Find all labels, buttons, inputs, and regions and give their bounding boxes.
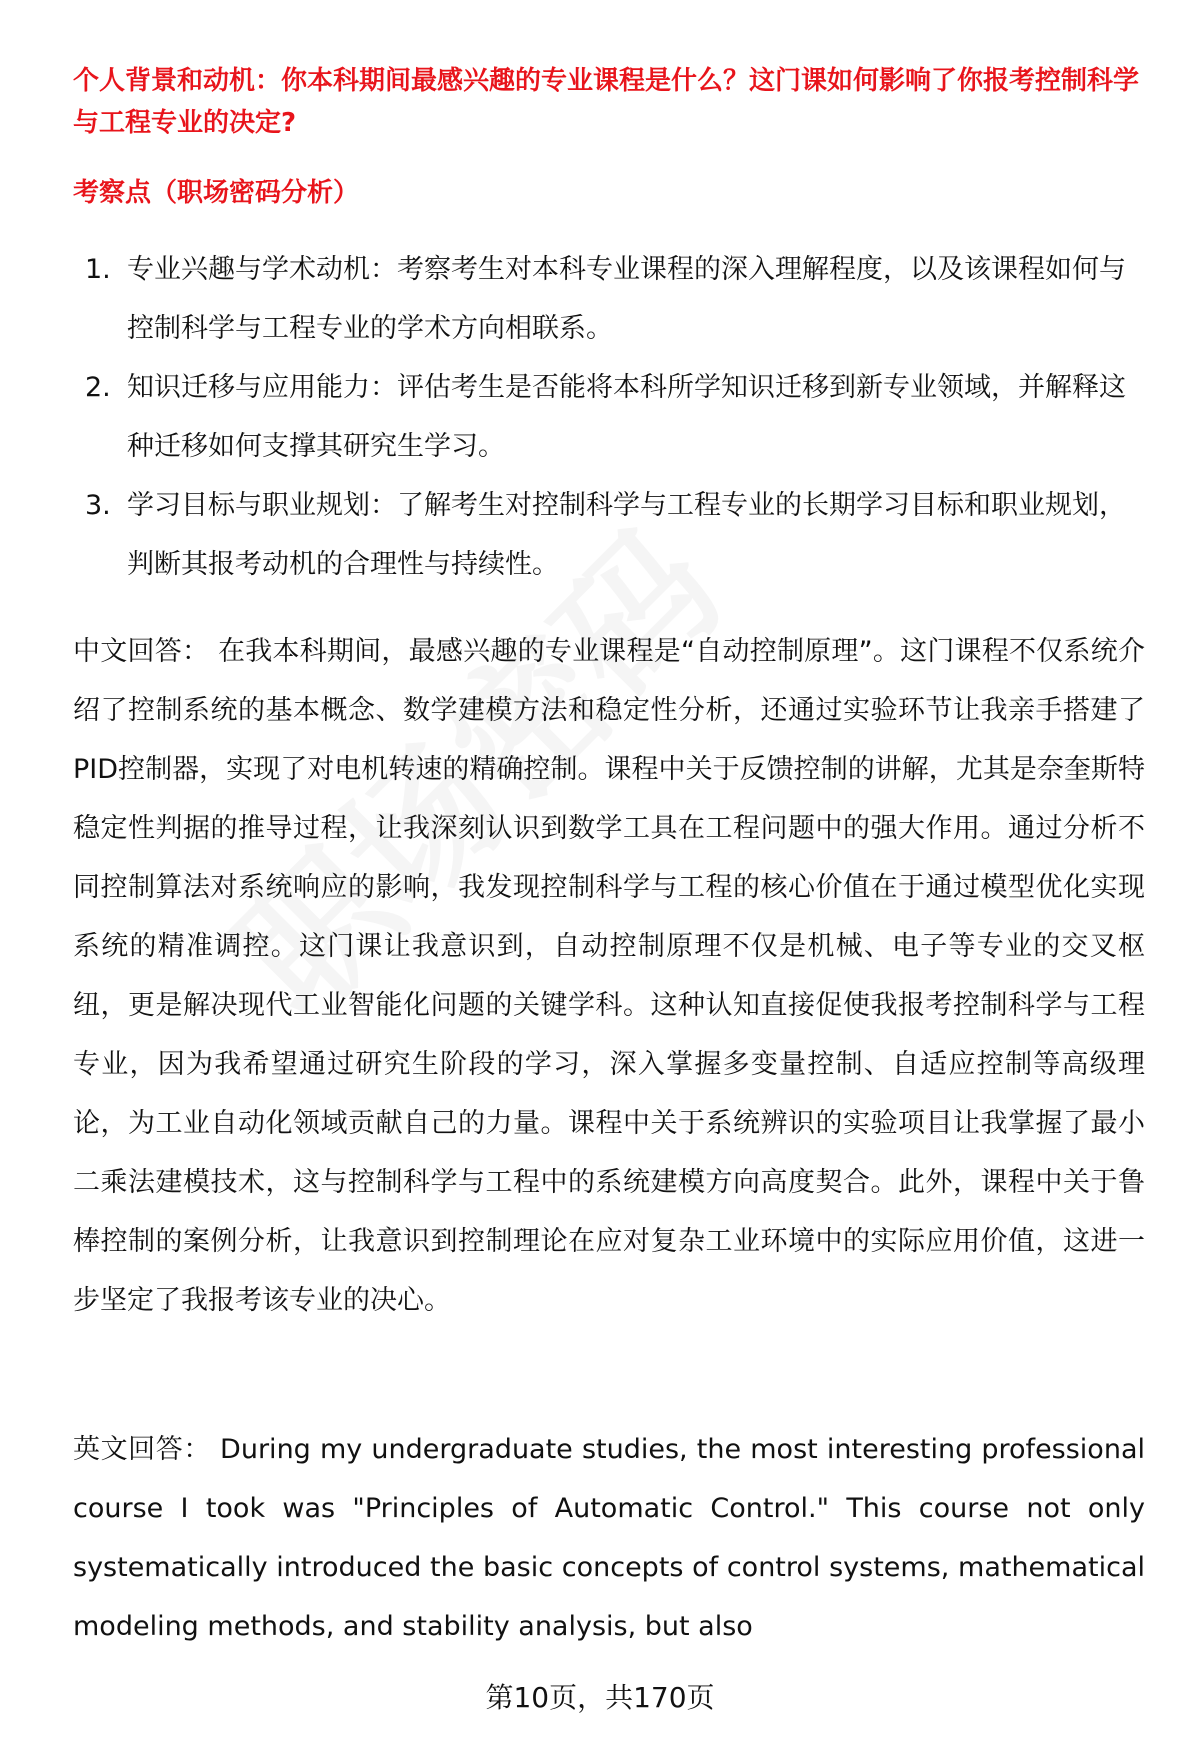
focus-heading: 考察点（职场密码分析） (73, 178, 360, 208)
list-item (73, 476, 1143, 594)
focus-points-list (73, 240, 1143, 594)
list-item (73, 358, 1143, 476)
list-number: 1. (85, 254, 111, 285)
list-text: 知识迁移与应用能力：评估考生是否能将本科所学知识迁移到新专业领域，并解释这种迁移如何支撑其研究生学习。 (127, 372, 1126, 462)
list-text: 学习目标与职业规划：了解考生对控制科学与工程专业的长期学习目标和职业规划，判断其报考动机的合理性与持续性。 (127, 490, 1126, 580)
list-text: 专业兴趣与学术动机：考察考生对本科专业课程的深入理解程度，以及该课程如何与控制科学与工程专业的学术方向相联系。 (127, 254, 1126, 344)
list-item (73, 240, 1143, 358)
chinese-answer: 中文回答： 在我本科期间，最感兴趣的专业课程是“自动控制原理”。这门课程不仅系统介绍了控制系统的基本概念、数学建模方法和稳定性分析，还通过实验环节让我亲手搭建了PID控制器，实现了对电机转速的精确控制。课程中关于反馈控制的讲解，尤其是奈奎斯特稳定性判据的推导过程，让我深刻认识到数学工具在工程问题中的强大作用。通过分析不同控制算法对系统响应的影响，我发现控制科学与工程的核心价值在于通过模型优化实现系统的精准调控。这门课让我意识到，自动控制原理不仅是机械、电子等专业的交叉枢纽，更是解决现代工业智能化问题的关键学科。这种认知直接促使我报考控制科学与工程专业，因为我希望通过研究生阶段的学习，深入掌握多变量控制、自适应控制等高级理论，为工业自动化领域贡献自己的力量。课程中关于系统辨识的实验项目让我掌握了最小二乘法建模技术，这与控制科学与工程中的系统建模方向高度契合。此外，课程中关于鲁棒控制的案例分析，让我意识到控制理论在应对复杂工业环境中的实际应用价值，这进一步坚定了我报考该专业的决心。 (73, 636, 1145, 1316)
question-title: 个人背景和动机：你本科期间最感兴趣的专业课程是什么？这门课如何影响了你报考控制科学与工程专业的决定? (73, 66, 1140, 138)
page-number: 第10页，共170页 (485, 1681, 715, 1714)
list-number: 3. (85, 490, 111, 521)
list-number: 2. (85, 372, 111, 403)
english-answer: 英文回答： During my undergraduate studies, the most interesting professional course I took was "Principles of Automatic Control." This course not only systematically introduced the basic concepts of control systems, mathematical modeling methods, and stability analysis, but also (73, 1434, 1145, 1642)
